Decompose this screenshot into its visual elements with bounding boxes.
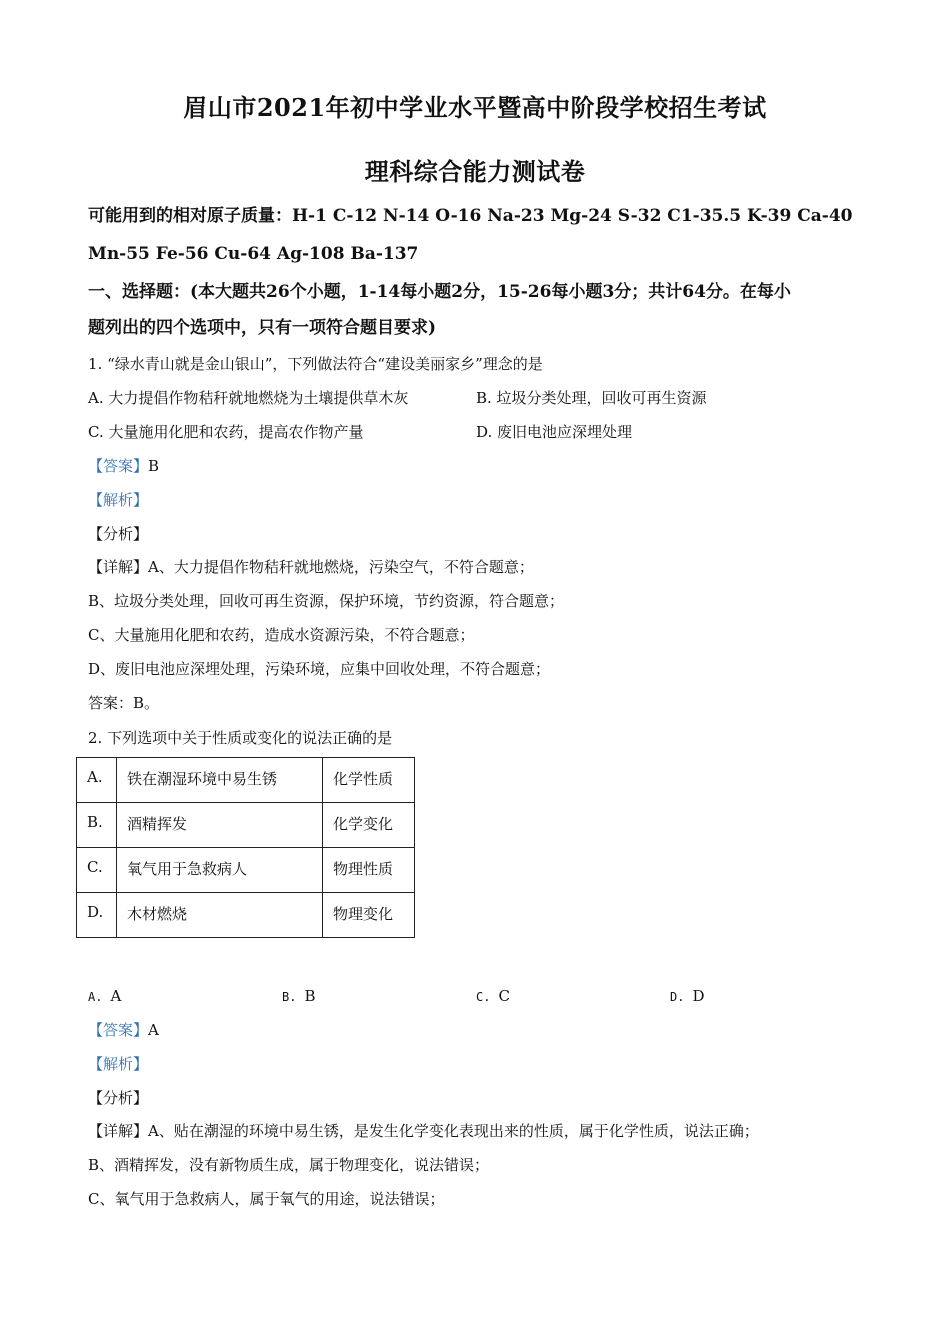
- table-cell: A.: [77, 758, 117, 803]
- q2-fenxi: 【分析】: [88, 1089, 149, 1107]
- atomic-mass-line-1: 可能用到的相对原子质量：H-1 C-12 N-14 O-16 Na-23 Mg-24 S-32 C1-35.5 K-39 Ca-40: [88, 206, 853, 226]
- table-cell: 物理变化: [323, 893, 415, 938]
- exam-subtitle: 理科综合能力测试卷: [364, 157, 586, 186]
- choice-letter: A.: [88, 990, 103, 1004]
- table-row: [77, 758, 415, 803]
- q2-detail-1-text: A、贴在潮湿的环境中易生锈，是发生化学变化表现出来的性质，属于化学性质，说法正确；: [148, 1122, 759, 1140]
- q2-options-table: [76, 757, 415, 938]
- table-row: [77, 893, 415, 938]
- q2-choice-c: [476, 987, 510, 1005]
- table-cell: 酒精挥发: [117, 803, 323, 848]
- q1-stem: 1. “绿水青山就是金山银山”，下列做法符合“建设美丽家乡”理念的是: [88, 355, 543, 373]
- q2-answer-value: A: [148, 1021, 159, 1039]
- q1-fenxi: 【分析】: [88, 525, 149, 543]
- q2-choice-a: [88, 987, 121, 1005]
- q1-detail-2: B、垃圾分类处理，回收可再生资源，保护环境，节约资源，符合题意；: [88, 592, 565, 610]
- q1-option-d: D. 废旧电池应深埋处理: [476, 423, 633, 441]
- table-cell: 物理性质: [323, 848, 415, 893]
- choice-value: A: [110, 987, 122, 1005]
- table-cell: 化学性质: [323, 758, 415, 803]
- q1-detail-3: C、大量施用化肥和农药，造成水资源污染，不符合题意；: [88, 626, 475, 644]
- q2-answer: [88, 1020, 159, 1040]
- choice-value: D: [692, 987, 705, 1005]
- q1-detail-1: [88, 557, 534, 577]
- q1-final-answer: 答案：B。: [88, 694, 160, 712]
- q1-option-a: A. 大力提倡作物秸秆就地燃烧为土壤提供草木灰: [88, 389, 409, 407]
- section-header-line-2: 题列出的四个选项中，只有一项符合题目要求): [88, 318, 437, 338]
- choice-value: B: [304, 987, 316, 1005]
- table-cell: 木材燃烧: [117, 893, 323, 938]
- table-cell: B.: [77, 803, 117, 848]
- q2-detail-tag: 【详解】: [88, 1122, 149, 1140]
- choice-letter: D.: [670, 990, 685, 1004]
- section-header-line-1: 一、选择题：(本大题共26个小题，1-14每小题2分，15-26每小题3分；共计64分。在每小: [88, 282, 791, 302]
- table-cell: 化学变化: [323, 803, 415, 848]
- q2-detail-2: B、酒精挥发，没有新物质生成，属于物理变化，说法错误；: [88, 1156, 490, 1174]
- exam-title: 眉山市2021年初中学业水平暨高中阶段学校招生考试: [183, 93, 767, 122]
- q2-analysis-tag: 【解析】: [88, 1055, 149, 1073]
- choice-letter: B.: [282, 990, 297, 1004]
- table-row: [77, 803, 415, 848]
- table-cell: 氧气用于急救病人: [117, 848, 323, 893]
- q1-answer-tag: 【答案】: [88, 457, 149, 475]
- q1-answer: [88, 456, 159, 476]
- q1-detail-1-text: A、大力提倡作物秸秆就地燃烧，污染空气，不符合题意；: [148, 558, 534, 576]
- q1-analysis-tag: 【解析】: [88, 491, 149, 509]
- q2-answer-tag: 【答案】: [88, 1021, 149, 1039]
- table-row: [77, 848, 415, 893]
- q1-answer-value: B: [148, 457, 160, 475]
- q1-detail-tag: 【详解】: [88, 558, 149, 576]
- q1-option-b: B. 垃圾分类处理，回收可再生资源: [476, 389, 707, 407]
- table-cell: C.: [77, 848, 117, 893]
- q2-detail-1: [88, 1121, 759, 1141]
- q2-choice-b: [282, 987, 315, 1005]
- q2-stem: 2. 下列选项中关于性质或变化的说法正确的是: [88, 729, 393, 747]
- q2-choice-d: [670, 987, 704, 1005]
- table-cell: 铁在潮湿环境中易生锈: [117, 758, 323, 803]
- q1-detail-4: D、废旧电池应深埋处理，污染环境，应集中回收处理，不符合题意；: [88, 660, 551, 678]
- q1-option-c: C. 大量施用化肥和农药，提高农作物产量: [88, 423, 364, 441]
- choice-value: C: [498, 987, 510, 1005]
- atomic-mass-line-2: Mn-55 Fe-56 Cu-64 Ag-108 Ba-137: [88, 244, 419, 264]
- choice-letter: C.: [476, 990, 491, 1004]
- q2-detail-3: C、氧气用于急救病人，属于氧气的用途，说法错误；: [88, 1190, 445, 1208]
- table-cell: D.: [77, 893, 117, 938]
